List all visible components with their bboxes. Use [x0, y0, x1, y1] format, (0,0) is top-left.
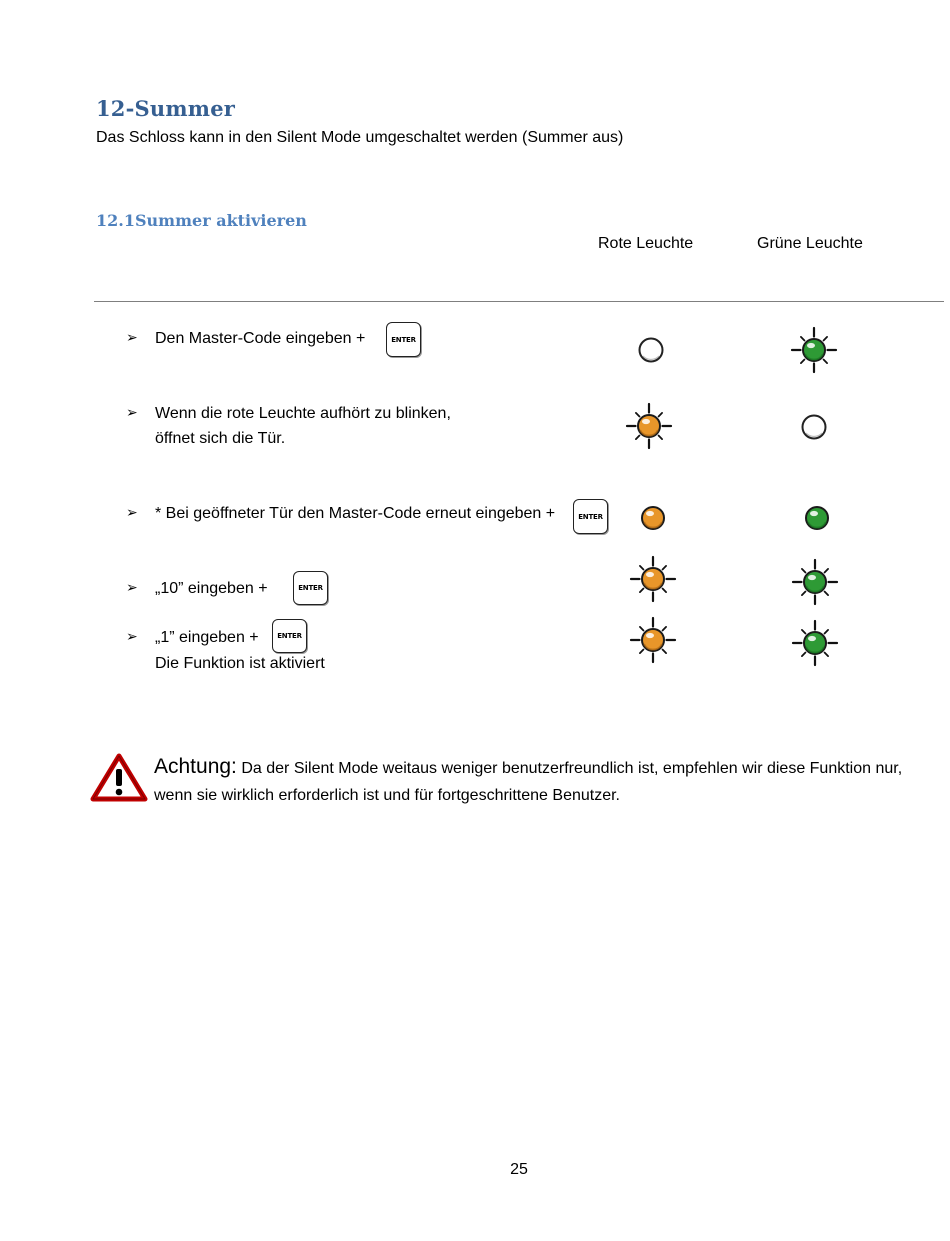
green-led-step-1	[790, 326, 838, 374]
arrow-bullet-icon: ➢	[126, 628, 138, 644]
step-3-text: * Bei geöffneter Tür den Master-Code erneut eingeben +	[155, 505, 556, 522]
page-number: 25	[510, 1161, 528, 1178]
step-2-text-line2: öffnet sich die Tür.	[155, 430, 286, 447]
red-led-step-5	[629, 616, 677, 664]
arrow-bullet-icon: ➢	[126, 579, 138, 595]
red-led-step-2	[625, 402, 673, 450]
green-led-step-2	[790, 403, 838, 451]
step-5-text: „1” eingeben +	[155, 629, 259, 646]
enter-key-icon: ENTER	[272, 619, 307, 653]
green-led-step-3	[793, 494, 841, 542]
green-led-step-4	[791, 558, 839, 606]
green-led-step-5	[791, 619, 839, 667]
enter-key-icon: ENTER	[573, 499, 608, 534]
enter-key-icon: ENTER	[386, 322, 421, 357]
warning-title: Achtung:	[154, 755, 237, 778]
step-4-text: „10” eingeben +	[155, 580, 268, 597]
enter-key-icon: ENTER	[293, 571, 328, 605]
arrow-bullet-icon: ➢	[126, 504, 138, 520]
arrow-bullet-icon: ➢	[126, 329, 138, 345]
warning-icon	[90, 753, 148, 803]
step-5-text-line2: Die Funktion ist aktiviert	[155, 655, 325, 672]
arrow-bullet-icon: ➢	[126, 404, 138, 420]
column-header-green-light: Grüne Leuchte	[757, 235, 863, 252]
section-heading: 12-Summer	[96, 96, 236, 121]
red-led-step-1	[627, 326, 675, 374]
red-led-step-4	[629, 555, 677, 603]
step-1-text: Den Master-Code eingeben +	[155, 330, 366, 347]
red-led-step-3	[629, 494, 677, 542]
column-header-red-light: Rote Leuchte	[598, 235, 694, 252]
subsection-heading: 12.1Summer aktivieren	[96, 211, 307, 230]
divider-line	[94, 301, 944, 302]
warning-block	[154, 753, 944, 809]
intro-text: Das Schloss kann in den Silent Mode umgeschaltet werden (Summer aus)	[96, 129, 624, 146]
step-2-text: Wenn die rote Leuchte aufhört zu blinken,	[155, 405, 451, 422]
warning-text: Da der Silent Mode weitaus weniger benutzerfreundlich ist, empfehlen wir diese Funktion nur, wenn sie wirklich erforderlich ist und für fortgeschrittene Benutzer.	[154, 760, 903, 804]
